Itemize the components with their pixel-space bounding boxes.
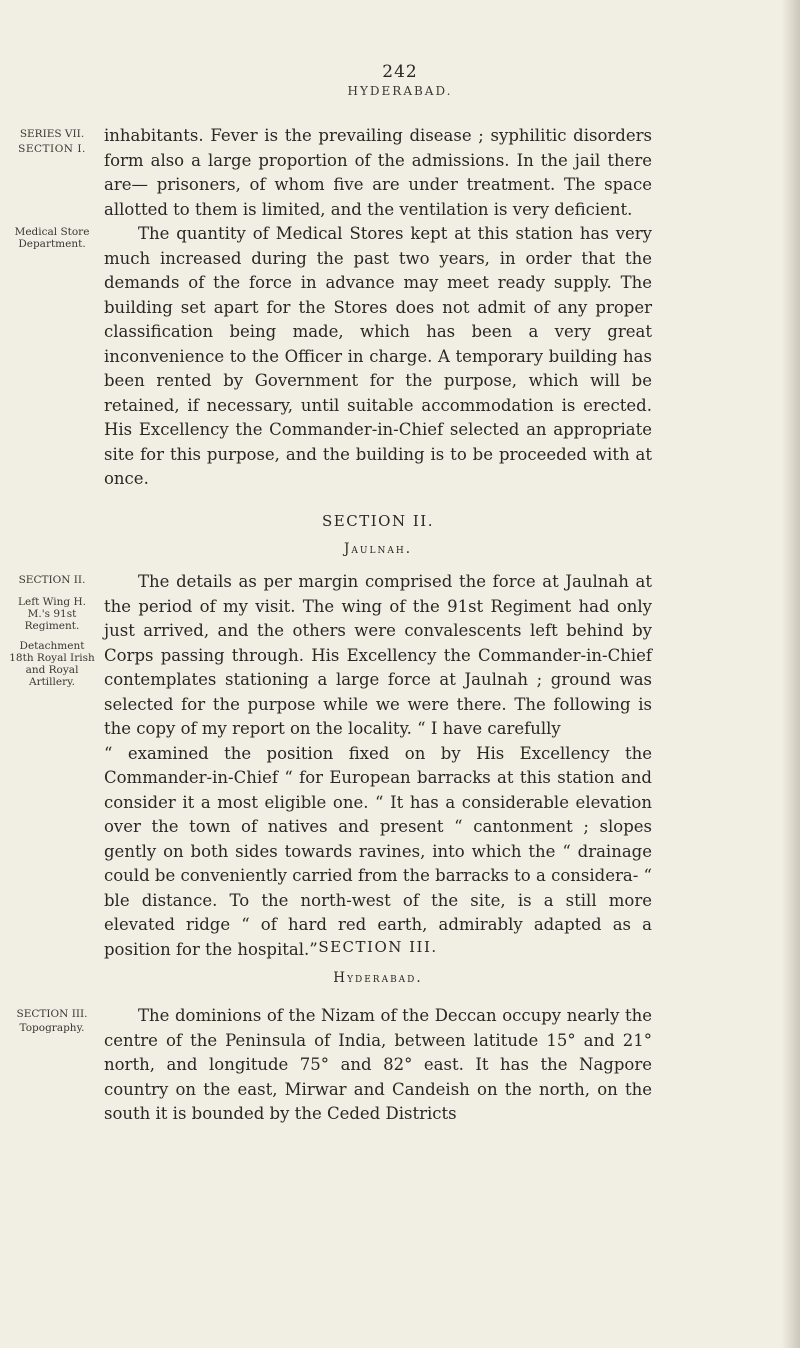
section-ii-text	[104, 570, 652, 962]
margin-note-section-i	[6, 143, 98, 155]
paragraph-inhabitants: inhabitants. Fever is the prevailing disease ; syphilitic disorders form also a large proportion of the admissions. In the jail there are— prisoners, of whom five are under treatment. The space allotted to them is limited, and the ventilation is very deficient.	[104, 126, 652, 219]
margin-note-section-i-text: SECTION I.	[18, 143, 86, 155]
section-iii-text	[104, 1004, 652, 1127]
section-ii-heading: SECTION II.	[322, 512, 434, 530]
margin-note-section-ii: SECTION II.	[18, 574, 86, 586]
page-number: 242	[382, 62, 418, 82]
margin-note-left-wing: Left Wing H. M.'s 91st Regiment.	[18, 596, 86, 632]
section-ii-subheading: Jaulnah.	[344, 541, 412, 557]
section-iii-subheading: Hyderabad.	[333, 970, 423, 986]
margin-note-medical-store: Medical Store Department.	[14, 226, 90, 250]
paragraph-jaulnah: The details as per margin comprised the force at Jaulnah at the period of my visit. The wing of the 91st Regiment had only just arrived, and the others were convalescents left behind by Corps passing through. His Excellency the Commander-in-Chief contemplates stationing a large force at Jaulnah ; ground was selected for the purpose while we were there. The following is the copy of my report on the locality. “ I have carefully	[104, 572, 652, 738]
margin-note-series: SERIES VII.	[19, 128, 85, 140]
page-edge-shadow	[782, 0, 800, 1348]
running-title: HYDERABAD.	[347, 84, 453, 98]
paragraph-report-quote: “ examined the position fixed on by His Excellency the Commander-in-Chief “ for European barracks at this station and consider it a most eligible one. “ It has a considerable elevation over the town of natives and present “ cantonment ; slopes gently on both sides towards ravines, into which the “ drainage could be conveniently carried from the barracks to a considera- “ ble distance. To the north-west of the site, is a still more elevated ridge “ of hard red earth, admirably adapted as a position for the hospital.”	[104, 743, 652, 959]
margin-note-detachment: Detachment 18th Royal Irish and Royal Artillery.	[9, 640, 95, 688]
section-i-text	[104, 124, 652, 492]
paragraph-nizam-dominions: The dominions of the Nizam of the Deccan occupy nearly the centre of the Peninsula of India, between latitude 15° and 21° north, and longitude 75° and 82° east. It has the Nagpore country on the east, Mirwar and Candeish on the north, on the south it is bounded by the Ceded Districts	[104, 1006, 652, 1123]
paragraph-medical-stores: The quantity of Medical Stores kept at this station has very much increased during the past two years, in order that the demands of the force in advance may meet ready supply. The building set apart for the Stores does not admit of any proper classification being made, which has been a very great inconvenience to the Officer in charge. A temporary building has been rented by Government for the purpose, which will be retained, if necessary, until suitable accommodation is erected. His Excellency the Commander-in-Chief selected an appropriate site for this purpose, and the building is to be proceeded with at once.	[104, 224, 652, 488]
page-header	[0, 62, 800, 98]
margin-note-section-iii: SECTION III.	[16, 1008, 88, 1020]
section-iii-heading: SECTION III.	[318, 938, 438, 956]
margin-note-topography: Topography.	[19, 1022, 85, 1034]
